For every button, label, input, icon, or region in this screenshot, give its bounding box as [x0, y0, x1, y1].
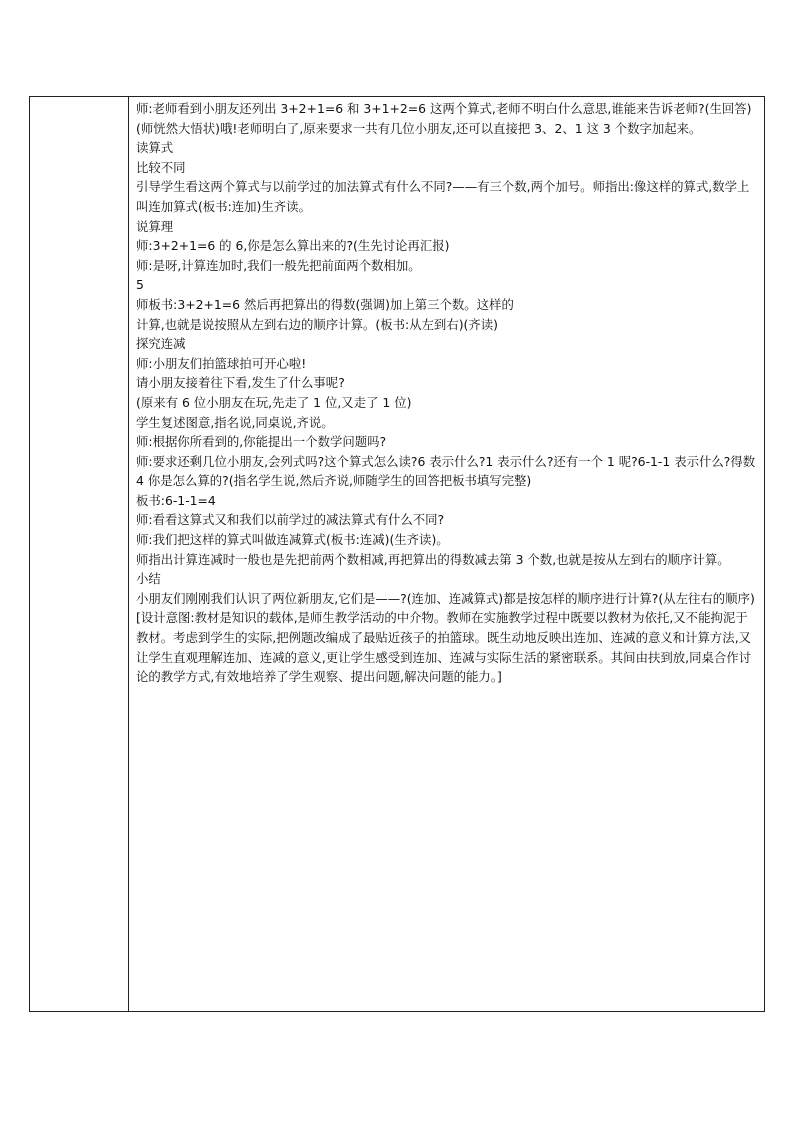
- board-writing-addition-line: 师板书:3+2+1=6 然后再把算出的得数(强调)加上第三个数。这样的: [136, 296, 514, 312]
- story-line: (原来有 6 位小朋友在玩,先走了 1 位,又走了 1 位): [136, 394, 412, 410]
- subtraction-compare-line: 师:看看这算式又和我们以前学过的减法算式有什么不同?: [136, 512, 445, 528]
- section-heading-read: 读算式: [136, 140, 174, 156]
- table-content-cell: [129, 97, 764, 1011]
- section-heading-subtraction: 探究连减: [136, 336, 186, 352]
- table-left-column-cell: [30, 97, 129, 1011]
- ask-problem-line: 师:根据你所看到的,你能提出一个数学问题吗?: [136, 434, 387, 450]
- number-five-line: 5: [136, 277, 144, 293]
- reasoning-question-line: 师:3+2+1=6 的 6,你是怎么算出来的?(生先讨论再汇报): [136, 238, 450, 254]
- summary-line: 小朋友们刚刚我们认识了两位新朋友,它们是——?(连加、连减算式)都是按怎样的顺序进行计算?(从左往右的顺序): [136, 590, 755, 606]
- lesson-table: [29, 96, 765, 1012]
- board-writing-subtraction-line: 板书:6-1-1=4: [136, 492, 216, 508]
- section-heading-summary: 小结: [136, 571, 161, 587]
- section-heading-reasoning: 说算理: [136, 218, 174, 234]
- retell-line: 学生复述图意,指名说,同桌说,齐说。: [136, 414, 334, 430]
- section-heading-compare: 比较不同: [136, 159, 186, 175]
- left-to-right-line: 计算,也就是说按照从左到右边的顺序计算。(板书:从左到右)(齐读): [136, 316, 498, 332]
- design-intent-paragraph: [设计意图:教材是知识的载体,是师生教学活动的中介物。教师在实施教学过程中既要以教材为依托,又不能拘泥于教材。考虑到学生的实际,把例题改编成了最贴近孩子的拍篮球。既生动地反映出连加、连减的意义和计算方法,又让学生直观理解连加、连减的意义,更让学生感受到连加、连减与实际生活的紧密联系。其间由扶到放,同桌合作讨论的教学方式,有效地培养了学生观察、提出问题,解决问题的能力。]: [136, 610, 752, 685]
- basketball-line: 师:小朋友们拍篮球拍可开心啦!: [136, 355, 307, 371]
- look-next-line: 请小朋友接着往下看,发生了什么事呢?: [136, 375, 345, 391]
- subtraction-naming-line: 师:我们把这样的算式叫做连减算式(板书:连减)(生齐读)。: [136, 532, 449, 548]
- subtraction-question-line: 师:要求还剩几位小朋友,会列式吗?这个算式怎么读?6 表示什么?1 表示什么?还有一个 1 呢?6-1-1 表示什么?得数 4 你是怎么算的?(指名学生说,然后齐说,师随学生的回答把板书填写完整): [136, 453, 756, 489]
- compare-guidance-line: 引导学生看这两个算式与以前学过的加法算式有什么不同?——有三个数,两个加号。师指出:像这样的算式,数学上叫连加算式(板书:连加)生齐读。: [136, 179, 750, 214]
- reasoning-explain-line: 师:是呀,计算连加时,我们一般先把前面两个数相加。: [136, 257, 421, 273]
- subtraction-rule-line: 师指出计算连减时一般也是先把前两个数相减,再把算出的得数减去第 3 个数,也就是按从左到右的顺序计算。: [136, 551, 730, 567]
- teacher-question-line: 师:老师看到小朋友还列出 3+2+1=6 和 3+1+2=6 这两个算式,老师不明白什么意思,谁能来告诉老师?(生回答): [136, 101, 752, 116]
- teacher-realization-line: (师恍然大悟状)哦!老师明白了,原来要求一共有几位小朋友,还可以直接把 3、2、1 这 3 个数字加起来。: [136, 120, 702, 136]
